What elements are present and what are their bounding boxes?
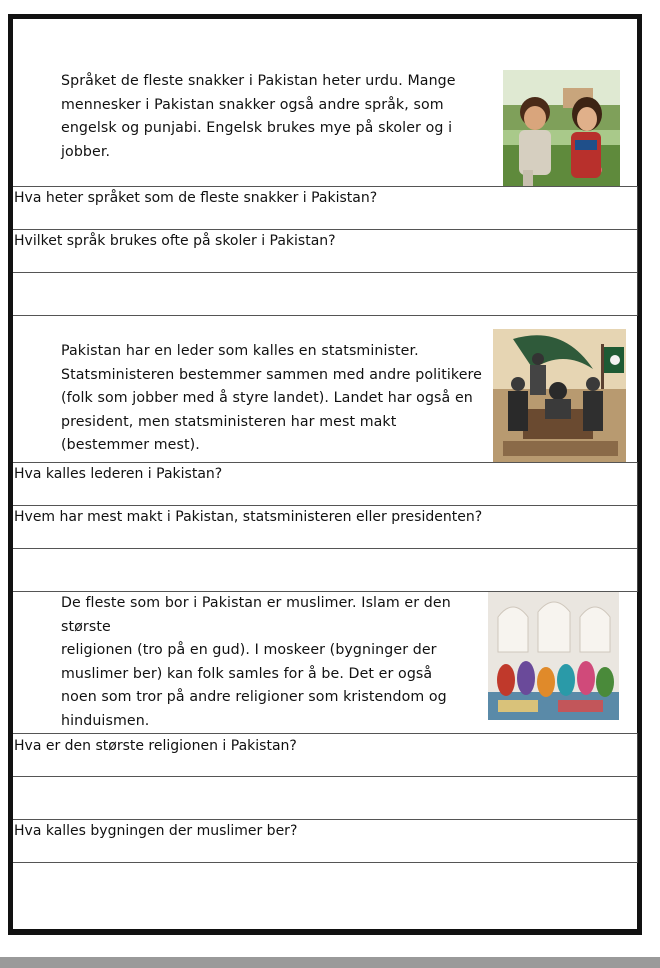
- divider: [13, 733, 637, 734]
- question-3: Hva kalles lederen i Pakistan?: [14, 466, 223, 482]
- question-5: Hva er den største religionen i Pakistan?: [14, 738, 297, 754]
- divider: [13, 776, 637, 777]
- question-6: Hva kalles bygningen der muslimer ber?: [14, 823, 298, 839]
- mosque-prayer-illustration: [488, 592, 619, 720]
- divider: [637, 186, 638, 316]
- divider: [13, 315, 637, 316]
- question-1: Hva heter språket som de fleste snakker i Pakistan?: [14, 190, 378, 206]
- question-4: Hvem har mest makt i Pakistan, statsministeren eller presidenten?: [14, 509, 483, 525]
- divider: [13, 505, 637, 506]
- divider: [13, 819, 637, 820]
- politicians-illustration: [493, 329, 626, 462]
- children-illustration: [503, 70, 620, 186]
- divider: [13, 186, 637, 187]
- bottom-scroll-bar: [0, 957, 660, 968]
- paragraph-government: Pakistan har en leder som kalles en statsminister. Statsministeren bestemmer sammen med andre politikere (folk som jobber med å styre landet). Landet har også en president, men statsministeren har mest makt (bestemmer mest).: [61, 343, 483, 454]
- question-2: Hvilket språk brukes ofte på skoler i Pakistan?: [14, 233, 336, 249]
- divider: [13, 272, 637, 273]
- divider: [637, 733, 638, 863]
- paragraph-language: Språket de fleste snakker i Pakistan heter urdu. Mange mennesker i Pakistan snakker også andre språk, som engelsk og punjabi. Engelsk brukes mye på skoler og i jobber.: [61, 73, 456, 160]
- divider: [637, 462, 638, 592]
- divider: [13, 548, 637, 549]
- divider: [13, 229, 637, 230]
- divider: [13, 862, 637, 863]
- paragraph-religion: De fleste som bor i Pakistan er muslimer. Islam er den største religionen (tro på en gud). I moskeer (bygninger der muslimer ber) kan folk samles for å be. Det er også noen som tror på andre religioner som kristendom og hinduismen.: [61, 595, 451, 729]
- divider: [13, 462, 637, 463]
